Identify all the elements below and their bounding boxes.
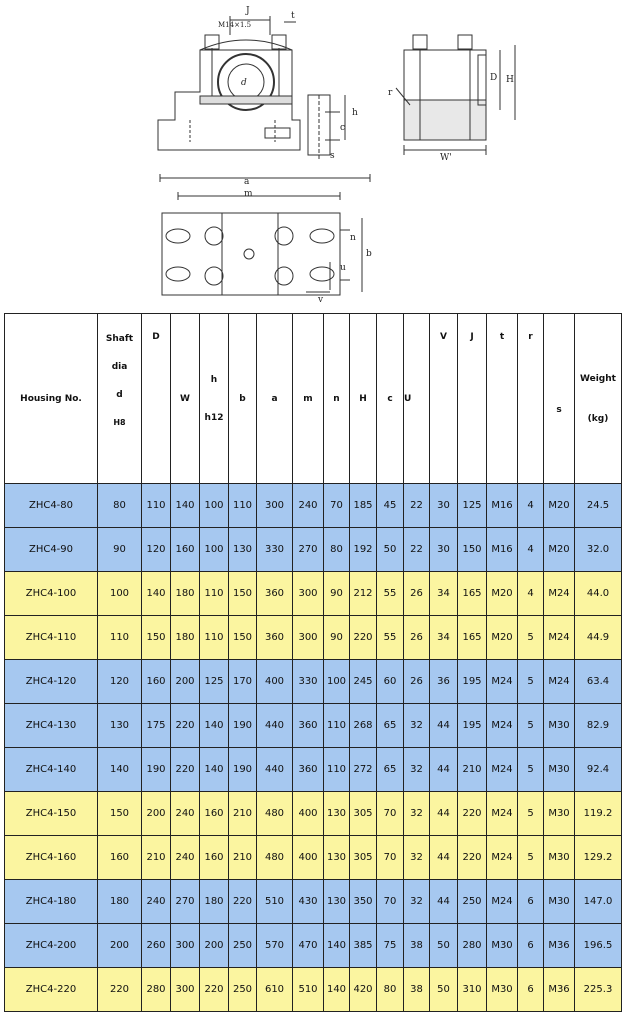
table-row — [5, 660, 622, 704]
cell-U: 26 — [404, 572, 430, 616]
cell-h: 140 — [200, 704, 229, 748]
header-h: h h12 — [200, 314, 229, 484]
cell-c: 55 — [377, 616, 404, 660]
cell-housing: ZHC4-220 — [5, 968, 98, 1012]
header-shaft: Shaft dia d H8 — [98, 314, 142, 484]
cell-t: M24 — [487, 660, 518, 704]
cell-V: 36 — [430, 660, 458, 704]
cell-V: 34 — [430, 572, 458, 616]
cell-weight: 196.5 — [575, 924, 622, 968]
cell-c: 55 — [377, 572, 404, 616]
cell-t: M16 — [487, 484, 518, 528]
housing-drawing-svg — [0, 0, 623, 312]
cell-a: 360 — [257, 572, 293, 616]
cell-r: 6 — [518, 924, 544, 968]
cell-D: 175 — [142, 704, 171, 748]
cell-s: M30 — [544, 792, 575, 836]
spec-table-body — [5, 484, 622, 1012]
cell-H: 385 — [350, 924, 377, 968]
cell-n: 110 — [324, 748, 350, 792]
cell-H: 192 — [350, 528, 377, 572]
cell-n: 80 — [324, 528, 350, 572]
cell-housing: ZHC4-90 — [5, 528, 98, 572]
cell-weight: 129.2 — [575, 836, 622, 880]
cell-J: 165 — [458, 572, 487, 616]
cell-V: 44 — [430, 792, 458, 836]
cell-D: 200 — [142, 792, 171, 836]
cell-r: 6 — [518, 880, 544, 924]
cell-D: 210 — [142, 836, 171, 880]
cell-J: 220 — [458, 792, 487, 836]
cell-m: 360 — [293, 704, 324, 748]
cell-s: M20 — [544, 528, 575, 572]
cell-b: 250 — [229, 968, 257, 1012]
label-H: H — [506, 75, 514, 85]
label-h: h — [352, 108, 358, 118]
label-s: s — [330, 151, 335, 161]
cell-r: 4 — [518, 572, 544, 616]
cell-m: 400 — [293, 836, 324, 880]
cell-b: 150 — [229, 616, 257, 660]
cell-J: 280 — [458, 924, 487, 968]
cell-a: 510 — [257, 880, 293, 924]
cell-c: 75 — [377, 924, 404, 968]
cell-D: 160 — [142, 660, 171, 704]
cell-t: M20 — [487, 616, 518, 660]
label-D: D — [490, 73, 498, 83]
header-W: W — [171, 314, 200, 484]
cell-H: 420 — [350, 968, 377, 1012]
cell-h: 200 — [200, 924, 229, 968]
cell-t: M24 — [487, 704, 518, 748]
cell-U: 38 — [404, 924, 430, 968]
cell-weight: 225.3 — [575, 968, 622, 1012]
cell-D: 260 — [142, 924, 171, 968]
cell-a: 480 — [257, 836, 293, 880]
header-t: t — [487, 314, 518, 484]
cell-W: 200 — [171, 660, 200, 704]
cell-W: 180 — [171, 616, 200, 660]
header-housing: Housing No. — [5, 314, 98, 484]
cell-c: 45 — [377, 484, 404, 528]
cell-d: 200 — [98, 924, 142, 968]
cell-V: 44 — [430, 836, 458, 880]
cell-a: 610 — [257, 968, 293, 1012]
header-row — [5, 314, 622, 484]
cell-n: 100 — [324, 660, 350, 704]
cell-c: 65 — [377, 704, 404, 748]
cell-V: 44 — [430, 704, 458, 748]
header-H: H — [350, 314, 377, 484]
cell-V: 44 — [430, 880, 458, 924]
table-row — [5, 572, 622, 616]
header-V: V — [430, 314, 458, 484]
cell-r: 5 — [518, 616, 544, 660]
header-weight: Weight (kg) — [575, 314, 622, 484]
cell-d: 180 — [98, 880, 142, 924]
table-row — [5, 748, 622, 792]
header-r: r — [518, 314, 544, 484]
cell-n: 70 — [324, 484, 350, 528]
cell-t: M30 — [487, 968, 518, 1012]
plan-view — [160, 174, 370, 295]
cell-s: M30 — [544, 880, 575, 924]
cell-r: 4 — [518, 484, 544, 528]
cell-d: 110 — [98, 616, 142, 660]
front-view — [158, 16, 345, 160]
side-view — [396, 35, 515, 155]
cell-h: 110 — [200, 616, 229, 660]
table-row — [5, 528, 622, 572]
cell-H: 212 — [350, 572, 377, 616]
cell-D: 240 — [142, 880, 171, 924]
header-U: U — [404, 314, 430, 484]
table-row — [5, 792, 622, 836]
cell-t: M20 — [487, 572, 518, 616]
table-row — [5, 836, 622, 880]
cell-n: 130 — [324, 792, 350, 836]
cell-H: 272 — [350, 748, 377, 792]
cell-b: 110 — [229, 484, 257, 528]
cell-weight: 44.0 — [575, 572, 622, 616]
cell-d: 140 — [98, 748, 142, 792]
cell-s: M24 — [544, 660, 575, 704]
cell-a: 330 — [257, 528, 293, 572]
cell-d: 120 — [98, 660, 142, 704]
cell-W: 270 — [171, 880, 200, 924]
cell-t: M24 — [487, 748, 518, 792]
cell-U: 32 — [404, 836, 430, 880]
label-c: c — [340, 123, 346, 133]
cell-b: 130 — [229, 528, 257, 572]
cell-U: 32 — [404, 704, 430, 748]
header-b: b — [229, 314, 257, 484]
cell-m: 510 — [293, 968, 324, 1012]
cell-weight: 32.0 — [575, 528, 622, 572]
cell-s: M24 — [544, 572, 575, 616]
header-D: D — [142, 314, 171, 484]
cell-c: 70 — [377, 880, 404, 924]
header-J: J — [458, 314, 487, 484]
cell-weight: 147.0 — [575, 880, 622, 924]
label-m: m — [244, 189, 253, 199]
cell-housing: ZHC4-100 — [5, 572, 98, 616]
header-n: n — [324, 314, 350, 484]
cell-m: 400 — [293, 792, 324, 836]
label-n: n — [350, 233, 356, 243]
cell-h: 140 — [200, 748, 229, 792]
cell-b: 150 — [229, 572, 257, 616]
cell-a: 440 — [257, 704, 293, 748]
cell-d: 220 — [98, 968, 142, 1012]
cell-H: 268 — [350, 704, 377, 748]
label-t: t — [291, 11, 295, 21]
technical-drawing — [0, 0, 623, 312]
cell-d: 150 — [98, 792, 142, 836]
cell-s: M30 — [544, 836, 575, 880]
cell-d: 100 — [98, 572, 142, 616]
label-d: d — [241, 78, 247, 88]
cell-m: 430 — [293, 880, 324, 924]
header-s: s — [544, 314, 575, 484]
label-thread: M14×1.5 — [218, 21, 252, 29]
cell-d: 90 — [98, 528, 142, 572]
cell-D: 120 — [142, 528, 171, 572]
cell-c: 70 — [377, 836, 404, 880]
cell-h: 110 — [200, 572, 229, 616]
cell-a: 480 — [257, 792, 293, 836]
cell-m: 240 — [293, 484, 324, 528]
cell-c: 70 — [377, 792, 404, 836]
label-Wp: W' — [440, 153, 452, 163]
cell-U: 22 — [404, 528, 430, 572]
cell-m: 270 — [293, 528, 324, 572]
cell-H: 350 — [350, 880, 377, 924]
cell-a: 300 — [257, 484, 293, 528]
cell-s: M30 — [544, 704, 575, 748]
cell-D: 280 — [142, 968, 171, 1012]
cell-r: 5 — [518, 836, 544, 880]
cell-t: M24 — [487, 880, 518, 924]
cell-r: 6 — [518, 968, 544, 1012]
cell-m: 360 — [293, 748, 324, 792]
cell-d: 80 — [98, 484, 142, 528]
label-b: b — [366, 249, 372, 259]
cell-m: 330 — [293, 660, 324, 704]
cell-V: 50 — [430, 924, 458, 968]
cell-housing: ZHC4-140 — [5, 748, 98, 792]
label-J: J — [246, 6, 250, 16]
cell-c: 80 — [377, 968, 404, 1012]
cell-d: 130 — [98, 704, 142, 748]
cell-housing: ZHC4-110 — [5, 616, 98, 660]
cell-W: 140 — [171, 484, 200, 528]
cell-m: 300 — [293, 616, 324, 660]
table-row — [5, 880, 622, 924]
cell-n: 90 — [324, 616, 350, 660]
cell-b: 170 — [229, 660, 257, 704]
cell-c: 60 — [377, 660, 404, 704]
cell-t: M24 — [487, 792, 518, 836]
cell-n: 90 — [324, 572, 350, 616]
cell-V: 34 — [430, 616, 458, 660]
cell-h: 100 — [200, 528, 229, 572]
cell-m: 300 — [293, 572, 324, 616]
cell-J: 195 — [458, 704, 487, 748]
cell-D: 110 — [142, 484, 171, 528]
cell-h: 180 — [200, 880, 229, 924]
cell-s: M36 — [544, 968, 575, 1012]
cell-h: 160 — [200, 792, 229, 836]
cell-h: 160 — [200, 836, 229, 880]
cell-J: 125 — [458, 484, 487, 528]
cell-V: 30 — [430, 484, 458, 528]
cell-housing: ZHC4-180 — [5, 880, 98, 924]
cell-b: 210 — [229, 792, 257, 836]
cell-weight: 119.2 — [575, 792, 622, 836]
cell-W: 240 — [171, 792, 200, 836]
cell-U: 32 — [404, 792, 430, 836]
cell-D: 140 — [142, 572, 171, 616]
cell-t: M24 — [487, 836, 518, 880]
cell-J: 250 — [458, 880, 487, 924]
cell-c: 65 — [377, 748, 404, 792]
cell-a: 400 — [257, 660, 293, 704]
cell-b: 250 — [229, 924, 257, 968]
cell-weight: 82.9 — [575, 704, 622, 748]
cell-U: 32 — [404, 880, 430, 924]
cell-U: 38 — [404, 968, 430, 1012]
table-row — [5, 704, 622, 748]
cell-housing: ZHC4-80 — [5, 484, 98, 528]
cell-J: 165 — [458, 616, 487, 660]
header-m: m — [293, 314, 324, 484]
cell-s: M30 — [544, 748, 575, 792]
cell-s: M20 — [544, 484, 575, 528]
cell-housing: ZHC4-200 — [5, 924, 98, 968]
table-row — [5, 924, 622, 968]
label-a: a — [244, 177, 250, 187]
cell-W: 220 — [171, 704, 200, 748]
cell-U: 26 — [404, 616, 430, 660]
cell-n: 140 — [324, 968, 350, 1012]
table-row — [5, 484, 622, 528]
cell-housing: ZHC4-120 — [5, 660, 98, 704]
cell-U: 22 — [404, 484, 430, 528]
cell-W: 240 — [171, 836, 200, 880]
cell-H: 305 — [350, 836, 377, 880]
cell-h: 220 — [200, 968, 229, 1012]
cell-J: 195 — [458, 660, 487, 704]
cell-weight: 44.9 — [575, 616, 622, 660]
cell-W: 300 — [171, 968, 200, 1012]
cell-a: 570 — [257, 924, 293, 968]
cell-n: 110 — [324, 704, 350, 748]
cell-m: 470 — [293, 924, 324, 968]
cell-housing: ZHC4-130 — [5, 704, 98, 748]
table-row — [5, 616, 622, 660]
cell-weight: 24.5 — [575, 484, 622, 528]
cell-H: 220 — [350, 616, 377, 660]
cell-a: 440 — [257, 748, 293, 792]
label-r: r — [388, 88, 393, 98]
cell-r: 5 — [518, 748, 544, 792]
cell-r: 5 — [518, 792, 544, 836]
cell-r: 5 — [518, 704, 544, 748]
cell-h: 125 — [200, 660, 229, 704]
cell-s: M36 — [544, 924, 575, 968]
cell-t: M16 — [487, 528, 518, 572]
cell-r: 4 — [518, 528, 544, 572]
cell-J: 310 — [458, 968, 487, 1012]
cell-n: 130 — [324, 880, 350, 924]
label-u: u — [340, 263, 346, 273]
cell-b: 210 — [229, 836, 257, 880]
label-v: v — [318, 295, 324, 305]
cell-t: M30 — [487, 924, 518, 968]
cell-n: 140 — [324, 924, 350, 968]
cell-D: 190 — [142, 748, 171, 792]
cell-H: 305 — [350, 792, 377, 836]
cell-H: 245 — [350, 660, 377, 704]
cell-c: 50 — [377, 528, 404, 572]
cell-housing: ZHC4-160 — [5, 836, 98, 880]
cell-housing: ZHC4-150 — [5, 792, 98, 836]
cell-J: 210 — [458, 748, 487, 792]
cell-U: 32 — [404, 748, 430, 792]
cell-V: 44 — [430, 748, 458, 792]
cell-J: 220 — [458, 836, 487, 880]
cell-H: 185 — [350, 484, 377, 528]
cell-weight: 92.4 — [575, 748, 622, 792]
cell-weight: 63.4 — [575, 660, 622, 704]
cell-W: 300 — [171, 924, 200, 968]
cell-W: 180 — [171, 572, 200, 616]
cell-s: M24 — [544, 616, 575, 660]
cell-D: 150 — [142, 616, 171, 660]
cell-b: 190 — [229, 704, 257, 748]
cell-n: 130 — [324, 836, 350, 880]
cell-h: 100 — [200, 484, 229, 528]
cell-V: 30 — [430, 528, 458, 572]
cell-d: 160 — [98, 836, 142, 880]
header-a: a — [257, 314, 293, 484]
header-c: c — [377, 314, 404, 484]
cell-W: 220 — [171, 748, 200, 792]
cell-b: 220 — [229, 880, 257, 924]
cell-r: 5 — [518, 660, 544, 704]
cell-W: 160 — [171, 528, 200, 572]
cell-J: 150 — [458, 528, 487, 572]
cell-b: 190 — [229, 748, 257, 792]
cell-V: 50 — [430, 968, 458, 1012]
spec-table — [4, 313, 622, 1012]
table-row — [5, 968, 622, 1012]
cell-a: 360 — [257, 616, 293, 660]
base-plate — [162, 213, 340, 295]
cell-U: 26 — [404, 660, 430, 704]
